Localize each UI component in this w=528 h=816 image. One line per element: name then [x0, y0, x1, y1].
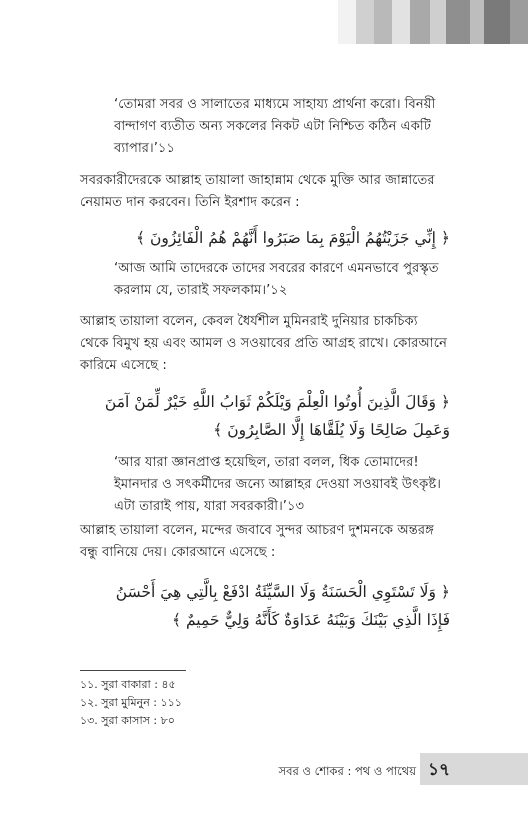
- footnote-12: ১২. সুরা মুমিনুন : ১১১: [80, 696, 182, 709]
- body-paragraph-2: আল্লাহ তায়ালা বলেন, কেবল ধৈর্যশীল মুমিনরাই দুনিয়ার চাকচিক্য থেকে বিমুখ হয় এবং আমল ও সওয়াবের প্রতি আগ্রহ রাখে। কোরআনে কারিমে এসেছে :: [80, 314, 447, 373]
- header-stripe: [430, 0, 446, 44]
- footnote-separator: [80, 670, 186, 671]
- arabic-verse-1: ﴿ إِنِّي جَزَيْتُهُمُ الْيَوْمَ بِمَا صَبَرُوا أَنَّهُمْ هُمُ الْفَائِزُونَ ﴾: [135, 229, 450, 247]
- quote-translation-2: ‘আজ আমি তাদেরকে তাদের সবরের কারণে এমনভাবে পুরস্কৃত করলাম যে, তারাই সফলকাম।’১২: [114, 261, 439, 298]
- header-decoration-stripes: [338, 0, 528, 44]
- running-title: সবর ও শোকর : পথ ও পাথেয়: [278, 764, 416, 778]
- header-stripe: [338, 0, 356, 44]
- arabic-verse-2: ﴿ وَقَالَ الَّذِينَ أُوتُوا الْعِلْمَ وَيْلَكُمْ ثَوَابُ اللَّهِ خَيْرٌ لِّمَنْ آمَنَ وَعَمِلَ صَالِحًا وَلَا يُلَقَّاهَا إِلَّا الصَّابِرُونَ ﴾: [104, 393, 450, 439]
- body-paragraph-1: সবরকারীদেরকে আল্লাহ তায়ালা জাহান্নাম থেকে মুক্তি আর জান্নাতের নেয়ামত দান করবেন। তিনি ইরশাদ করেন :: [80, 173, 435, 210]
- arabic-verse-3: ﴿ وَلَا تَسْتَوِي الْحَسَنَةُ وَلَا السَّيِّئَةُ ادْفَعْ بِالَّتِي هِيَ أَحْسَنُ فَإِذَا الَّذِي بَيْنَكَ وَبَيْنَهُ عَدَاوَةٌ كَأَنَّهُ وَلِيٌّ حَمِيمٌ ﴾: [115, 583, 450, 629]
- footnote-11: ১১. সুরা বাকারা : ৪৫: [80, 678, 176, 691]
- header-stripe: [510, 0, 528, 44]
- header-stripe: [470, 0, 484, 44]
- header-stripe: [374, 0, 392, 44]
- page-number: ১৭: [428, 760, 451, 780]
- header-stripe: [392, 0, 410, 44]
- quote-translation-1: ‘তোমরা সবর ও সালাতের মাধ্যমে সাহায্য প্রার্থনা করো। বিনয়ী বান্দাগণ ব্যতীত অন্য সকলের নিকট এটা নিশ্চিত কঠিন একটি ব্যাপার।’১১: [114, 97, 436, 156]
- quote-translation-3: ‘আর যারা জ্ঞানপ্রাপ্ত হয়েছিল, তারা বলল, ধিক তোমাদের! ইমানদার ও সৎকর্মীদের জন্যে আল্লাহর দেওয়া সওয়াবই উৎকৃষ্ট। এটা তারাই পায়, যারা সবরকারী।’১৩: [114, 455, 442, 514]
- header-stripe: [356, 0, 374, 44]
- footnote-13: ১৩. সুরা কাসাস : ৮০: [80, 714, 175, 727]
- header-stripe: [446, 0, 470, 44]
- header-stripe: [484, 0, 510, 44]
- body-paragraph-3: আল্লাহ তায়ালা বলেন, মন্দের জবাবে সুন্দর আচরণ দুশমনকে অন্তরঙ্গ বন্ধু বানিয়ে দেয়। কোরআনে এসেছে :: [80, 523, 434, 560]
- header-stripe: [410, 0, 430, 44]
